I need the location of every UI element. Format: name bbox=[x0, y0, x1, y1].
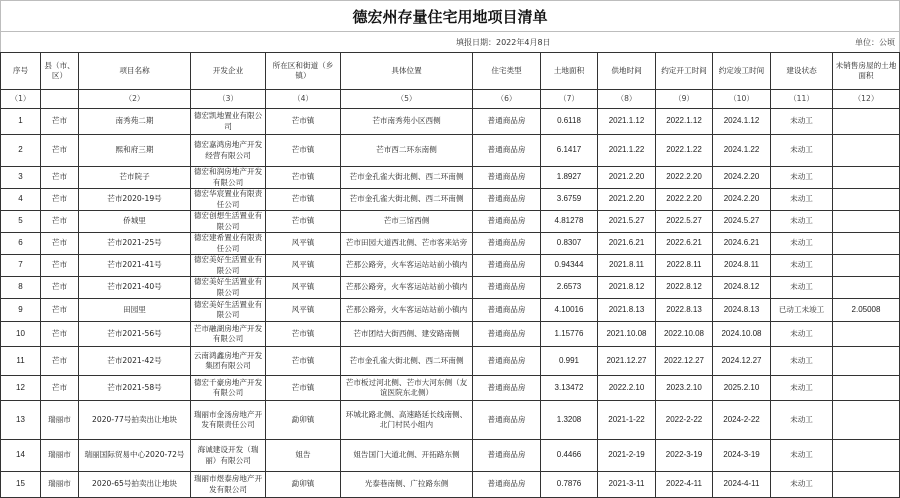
row-number: 12 bbox=[1, 376, 41, 401]
housing-type-cell: 普通商品房 bbox=[473, 376, 541, 401]
index-cell: （9） bbox=[656, 90, 713, 109]
index-cell: （8） bbox=[598, 90, 656, 109]
housing-type-cell: 普通商品房 bbox=[473, 233, 541, 255]
developer-cell: 德宏美好生活置业有限公司 bbox=[191, 299, 266, 322]
county-cell: 芒市 bbox=[41, 211, 79, 233]
index-cell: （12） bbox=[833, 90, 900, 109]
land-area-cell: 3.6759 bbox=[541, 189, 598, 211]
developer-cell: 德宏创想生活置业有限公司 bbox=[191, 211, 266, 233]
supply-date-cell: 2021.12.27 bbox=[598, 347, 656, 376]
housing-type-cell: 普通商品房 bbox=[473, 135, 541, 167]
supply-date-cell: 2021-3-11 bbox=[598, 472, 656, 498]
housing-type-cell: 普通商品房 bbox=[473, 277, 541, 299]
town-cell: 勐卯镇 bbox=[266, 472, 341, 498]
town-cell: 芒市镇 bbox=[266, 135, 341, 167]
supply-date-cell: 2021.5.27 bbox=[598, 211, 656, 233]
location-cell: 芒市南秀苑小区西侧 bbox=[341, 109, 473, 135]
table-row bbox=[1, 233, 900, 255]
row-number: 2 bbox=[1, 135, 41, 167]
supply-date-cell: 2021.8.12 bbox=[598, 277, 656, 299]
supply-date-cell: 2021.8.11 bbox=[598, 255, 656, 277]
unsold-area-cell bbox=[833, 322, 900, 347]
developer-cell: 瑞丽市金汤房地产开发有限责任公司 bbox=[191, 401, 266, 440]
developer-cell: 德宏华宸置业有限责任公司 bbox=[191, 189, 266, 211]
housing-type-cell: 普通商品房 bbox=[473, 167, 541, 189]
header-cell-no: 序号 bbox=[1, 53, 41, 90]
unsold-area-cell bbox=[833, 167, 900, 189]
table-row bbox=[1, 109, 900, 135]
start-date-cell: 2022.1.12 bbox=[656, 109, 713, 135]
town-cell: 姐告 bbox=[266, 440, 341, 472]
project-name-cell: 芒市2020-19号 bbox=[79, 189, 191, 211]
supply-date-cell: 2021.6.21 bbox=[598, 233, 656, 255]
unsold-area-cell bbox=[833, 347, 900, 376]
county-cell: 瑞丽市 bbox=[41, 440, 79, 472]
start-date-cell: 2022-3-19 bbox=[656, 440, 713, 472]
town-cell: 勐卯镇 bbox=[266, 401, 341, 440]
housing-type-cell: 普通商品房 bbox=[473, 299, 541, 322]
index-cell bbox=[41, 90, 79, 109]
location-cell: 姐告国门大道北侧、开拓路东侧 bbox=[341, 440, 473, 472]
developer-cell: 德宏和润房地产开发有限公司 bbox=[191, 167, 266, 189]
land-area-cell: 4.81278 bbox=[541, 211, 598, 233]
location-cell: 环城北路北侧、高速路延长线南侧、北门村民小组内 bbox=[341, 401, 473, 440]
unsold-area-cell bbox=[833, 472, 900, 498]
location-cell: 芒那公路旁，火车客运站站前小镇内 bbox=[341, 299, 473, 322]
index-row bbox=[1, 90, 900, 109]
supply-date-cell: 2021.2.20 bbox=[598, 189, 656, 211]
supply-date-cell: 2021-2-19 bbox=[598, 440, 656, 472]
unsold-area-cell bbox=[833, 376, 900, 401]
start-date-cell: 2023.2.10 bbox=[656, 376, 713, 401]
town-cell: 芒市镇 bbox=[266, 347, 341, 376]
town-cell: 风平镇 bbox=[266, 233, 341, 255]
start-date-cell: 2022.8.13 bbox=[656, 299, 713, 322]
start-date-cell: 2022.8.11 bbox=[656, 255, 713, 277]
index-cell: （1） bbox=[1, 90, 41, 109]
fill-date: 填报日期：2022年4月8日 bbox=[456, 38, 551, 47]
finish-date-cell: 2024.1.22 bbox=[713, 135, 771, 167]
row-number: 6 bbox=[1, 233, 41, 255]
header-cell-type: 住宅类型 bbox=[473, 53, 541, 90]
table-row bbox=[1, 440, 900, 472]
location-cell: 芒市三馆西侧 bbox=[341, 211, 473, 233]
start-date-cell: 2022.2.20 bbox=[656, 189, 713, 211]
start-date-cell: 2022.1.22 bbox=[656, 135, 713, 167]
project-name-cell: 芒市2021-58号 bbox=[79, 376, 191, 401]
town-cell: 风平镇 bbox=[266, 277, 341, 299]
town-cell: 芒市镇 bbox=[266, 322, 341, 347]
county-cell: 瑞丽市 bbox=[41, 472, 79, 498]
town-cell: 风平镇 bbox=[266, 299, 341, 322]
table-row bbox=[1, 135, 900, 167]
unsold-area-cell bbox=[833, 189, 900, 211]
county-cell: 芒市 bbox=[41, 322, 79, 347]
row-number: 4 bbox=[1, 189, 41, 211]
finish-date-cell: 2025.2.10 bbox=[713, 376, 771, 401]
finish-date-cell: 2024.8.13 bbox=[713, 299, 771, 322]
start-date-cell: 2022.2.20 bbox=[656, 167, 713, 189]
location-cell: 芒市金孔雀大街北侧、西二环南侧 bbox=[341, 189, 473, 211]
location-cell: 芒市金孔雀大街北侧、西二环南侧 bbox=[341, 347, 473, 376]
unsold-area-cell bbox=[833, 277, 900, 299]
location-cell: 芒那公路旁，火车客运站站前小镇内 bbox=[341, 277, 473, 299]
start-date-cell: 2022-4-11 bbox=[656, 472, 713, 498]
row-number: 13 bbox=[1, 401, 41, 440]
status-cell: 未动工 bbox=[771, 109, 833, 135]
land-area-cell: 0.991 bbox=[541, 347, 598, 376]
location-cell: 芒市金孔雀大街北侧、西二环南侧 bbox=[341, 167, 473, 189]
project-name-cell: 田园里 bbox=[79, 299, 191, 322]
status-cell: 未动工 bbox=[771, 167, 833, 189]
table-row bbox=[1, 347, 900, 376]
location-cell: 芒市团结大街西侧、建安路南侧 bbox=[341, 322, 473, 347]
county-cell: 芒市 bbox=[41, 189, 79, 211]
land-area-cell: 0.94344 bbox=[541, 255, 598, 277]
row-number: 9 bbox=[1, 299, 41, 322]
land-area-cell: 1.8927 bbox=[541, 167, 598, 189]
developer-cell: 海诚建设开发（瑞丽）有限公司 bbox=[191, 440, 266, 472]
index-cell: （7） bbox=[541, 90, 598, 109]
row-number: 5 bbox=[1, 211, 41, 233]
project-name-cell: 2020-65号拍卖出让地块 bbox=[79, 472, 191, 498]
table-row bbox=[1, 277, 900, 299]
housing-type-cell: 普通商品房 bbox=[473, 109, 541, 135]
header-cell-supply-date: 供地时间 bbox=[598, 53, 656, 90]
land-area-cell: 2.6573 bbox=[541, 277, 598, 299]
developer-cell: 德宏凯地置业有限公司 bbox=[191, 109, 266, 135]
row-number: 14 bbox=[1, 440, 41, 472]
header-cell-location: 具体位置 bbox=[341, 53, 473, 90]
document-title: 德宏州存量住宅用地项目清单 bbox=[0, 0, 900, 32]
project-name-cell: 芒市2021-42号 bbox=[79, 347, 191, 376]
supply-date-cell: 2021.1.22 bbox=[598, 135, 656, 167]
header-cell-project: 项目名称 bbox=[79, 53, 191, 90]
status-cell: 未动工 bbox=[771, 189, 833, 211]
row-number: 11 bbox=[1, 347, 41, 376]
supply-date-cell: 2021.10.08 bbox=[598, 322, 656, 347]
county-cell: 芒市 bbox=[41, 376, 79, 401]
project-name-cell: 南秀苑二期 bbox=[79, 109, 191, 135]
unsold-area-cell bbox=[833, 109, 900, 135]
housing-type-cell: 普通商品房 bbox=[473, 255, 541, 277]
land-area-cell: 1.3208 bbox=[541, 401, 598, 440]
status-cell: 未动工 bbox=[771, 401, 833, 440]
status-cell: 已动工未竣工 bbox=[771, 299, 833, 322]
status-cell: 未动工 bbox=[771, 233, 833, 255]
county-cell: 芒市 bbox=[41, 167, 79, 189]
housing-type-cell: 普通商品房 bbox=[473, 401, 541, 440]
unsold-area-cell: 2.05008 bbox=[833, 299, 900, 322]
developer-cell: 德宏建希置业有限责任公司 bbox=[191, 233, 266, 255]
finish-date-cell: 2024.10.08 bbox=[713, 322, 771, 347]
developer-cell: 德宏千豪房地产开发有限公司 bbox=[191, 376, 266, 401]
land-area-cell: 0.8307 bbox=[541, 233, 598, 255]
county-cell: 芒市 bbox=[41, 347, 79, 376]
housing-type-cell: 普通商品房 bbox=[473, 472, 541, 498]
unsold-area-cell bbox=[833, 211, 900, 233]
project-name-cell: 熙和府三期 bbox=[79, 135, 191, 167]
town-cell: 芒市镇 bbox=[266, 211, 341, 233]
project-name-cell: 2020-77号拍卖出让地块 bbox=[79, 401, 191, 440]
finish-date-cell: 2024-2-22 bbox=[713, 401, 771, 440]
start-date-cell: 2022-2-22 bbox=[656, 401, 713, 440]
unsold-area-cell bbox=[833, 135, 900, 167]
project-name-cell: 瑞丽国际贸易中心2020-72号 bbox=[79, 440, 191, 472]
index-cell: （3） bbox=[191, 90, 266, 109]
index-cell: （4） bbox=[266, 90, 341, 109]
unit-label: 单位：公顷 bbox=[855, 38, 895, 47]
row-number: 3 bbox=[1, 167, 41, 189]
developer-cell: 德宏美好生活置业有限公司 bbox=[191, 255, 266, 277]
town-cell: 风平镇 bbox=[266, 255, 341, 277]
header-cell-developer: 开发企业 bbox=[191, 53, 266, 90]
start-date-cell: 2022.8.12 bbox=[656, 277, 713, 299]
finish-date-cell: 2024-4-11 bbox=[713, 472, 771, 498]
table-row bbox=[1, 167, 900, 189]
project-name-cell: 侨城里 bbox=[79, 211, 191, 233]
unsold-area-cell bbox=[833, 255, 900, 277]
town-cell: 芒市镇 bbox=[266, 109, 341, 135]
project-name-cell: 芒市2021-56号 bbox=[79, 322, 191, 347]
status-cell: 未动工 bbox=[771, 135, 833, 167]
table-row bbox=[1, 472, 900, 498]
land-area-cell: 4.10016 bbox=[541, 299, 598, 322]
land-area-cell: 1.15776 bbox=[541, 322, 598, 347]
land-area-cell: 0.7876 bbox=[541, 472, 598, 498]
developer-cell: 瑞丽市煜泰房地产开发有限公司 bbox=[191, 472, 266, 498]
location-cell: 芒市板过河北侧、芒市大河东侧（友谊医院东北侧） bbox=[341, 376, 473, 401]
table-row bbox=[1, 255, 900, 277]
table-row bbox=[1, 189, 900, 211]
row-number: 10 bbox=[1, 322, 41, 347]
meta-row bbox=[0, 31, 900, 52]
header-cell-town: 所在区和街道（乡镇） bbox=[266, 53, 341, 90]
town-cell: 芒市镇 bbox=[266, 376, 341, 401]
finish-date-cell: 2024.6.21 bbox=[713, 233, 771, 255]
supply-date-cell: 2021.1.12 bbox=[598, 109, 656, 135]
housing-type-cell: 普通商品房 bbox=[473, 189, 541, 211]
status-cell: 未动工 bbox=[771, 211, 833, 233]
unsold-area-cell bbox=[833, 440, 900, 472]
table-row bbox=[1, 376, 900, 401]
table-body bbox=[1, 109, 900, 498]
status-cell: 未动工 bbox=[771, 376, 833, 401]
county-cell: 瑞丽市 bbox=[41, 401, 79, 440]
county-cell: 芒市 bbox=[41, 109, 79, 135]
project-name-cell: 芒市2021-41号 bbox=[79, 255, 191, 277]
start-date-cell: 2022.6.21 bbox=[656, 233, 713, 255]
start-date-cell: 2022.12.27 bbox=[656, 347, 713, 376]
project-name-cell: 芒市院子 bbox=[79, 167, 191, 189]
location-cell: 芒市西二环东南侧 bbox=[341, 135, 473, 167]
index-cell: （10） bbox=[713, 90, 771, 109]
status-cell: 未动工 bbox=[771, 472, 833, 498]
county-cell: 芒市 bbox=[41, 255, 79, 277]
header-row bbox=[1, 53, 900, 90]
header-cell-finish-date: 约定竣工时间 bbox=[713, 53, 771, 90]
header-cell-start-date: 约定开工时间 bbox=[656, 53, 713, 90]
land-area-cell: 3.13472 bbox=[541, 376, 598, 401]
finish-date-cell: 2024.2.20 bbox=[713, 167, 771, 189]
table-row bbox=[1, 211, 900, 233]
supply-date-cell: 2021-1-22 bbox=[598, 401, 656, 440]
housing-type-cell: 普通商品房 bbox=[473, 440, 541, 472]
header-cell-status: 建设状态 bbox=[771, 53, 833, 90]
finish-date-cell: 2024.12.27 bbox=[713, 347, 771, 376]
land-projects-table bbox=[0, 52, 900, 498]
header-cell-unsold-area: 未销售房屋的土地面积 bbox=[833, 53, 900, 90]
developer-cell: 云南鸿鑫房地产开发集团有限公司 bbox=[191, 347, 266, 376]
developer-cell: 德宏嘉鸿房地产开发经营有限公司 bbox=[191, 135, 266, 167]
index-cell: （6） bbox=[473, 90, 541, 109]
county-cell: 芒市 bbox=[41, 277, 79, 299]
housing-type-cell: 普通商品房 bbox=[473, 322, 541, 347]
county-cell: 芒市 bbox=[41, 299, 79, 322]
row-number: 15 bbox=[1, 472, 41, 498]
housing-type-cell: 普通商品房 bbox=[473, 347, 541, 376]
table-row bbox=[1, 401, 900, 440]
finish-date-cell: 2024.8.12 bbox=[713, 277, 771, 299]
project-name-cell: 芒市2021-40号 bbox=[79, 277, 191, 299]
location-cell: 芒那公路旁，火车客运站站前小镇内 bbox=[341, 255, 473, 277]
location-cell: 光泰巷南侧、广拉路东侧 bbox=[341, 472, 473, 498]
finish-date-cell: 2024.2.20 bbox=[713, 189, 771, 211]
housing-type-cell: 普通商品房 bbox=[473, 211, 541, 233]
table-row bbox=[1, 299, 900, 322]
row-number: 8 bbox=[1, 277, 41, 299]
land-area-cell: 0.6118 bbox=[541, 109, 598, 135]
developer-cell: 芒市融湖房地产开发有限公司 bbox=[191, 322, 266, 347]
status-cell: 未动工 bbox=[771, 347, 833, 376]
header-cell-area: 土地面积 bbox=[541, 53, 598, 90]
index-cell: （11） bbox=[771, 90, 833, 109]
status-cell: 未动工 bbox=[771, 277, 833, 299]
start-date-cell: 2022.5.27 bbox=[656, 211, 713, 233]
land-area-cell: 0.4466 bbox=[541, 440, 598, 472]
finish-date-cell: 2024.8.11 bbox=[713, 255, 771, 277]
land-area-cell: 6.1417 bbox=[541, 135, 598, 167]
status-cell: 未动工 bbox=[771, 440, 833, 472]
start-date-cell: 2022.10.08 bbox=[656, 322, 713, 347]
status-cell: 未动工 bbox=[771, 255, 833, 277]
index-cell: （2） bbox=[79, 90, 191, 109]
supply-date-cell: 2021.2.20 bbox=[598, 167, 656, 189]
finish-date-cell: 2024.1.12 bbox=[713, 109, 771, 135]
unsold-area-cell bbox=[833, 401, 900, 440]
finish-date-cell: 2024.5.27 bbox=[713, 211, 771, 233]
supply-date-cell: 2021.8.13 bbox=[598, 299, 656, 322]
town-cell: 芒市镇 bbox=[266, 167, 341, 189]
town-cell: 芒市镇 bbox=[266, 189, 341, 211]
unsold-area-cell bbox=[833, 233, 900, 255]
finish-date-cell: 2024-3-19 bbox=[713, 440, 771, 472]
header-cell-county: 县（市、区） bbox=[41, 53, 79, 90]
table-row bbox=[1, 322, 900, 347]
project-name-cell: 芒市2021-25号 bbox=[79, 233, 191, 255]
county-cell: 芒市 bbox=[41, 233, 79, 255]
location-cell: 芒市田园大道西北侧、芒市客来站旁 bbox=[341, 233, 473, 255]
developer-cell: 德宏美好生活置业有限公司 bbox=[191, 277, 266, 299]
county-cell: 芒市 bbox=[41, 135, 79, 167]
row-number: 7 bbox=[1, 255, 41, 277]
supply-date-cell: 2022.2.10 bbox=[598, 376, 656, 401]
row-number: 1 bbox=[1, 109, 41, 135]
status-cell: 未动工 bbox=[771, 322, 833, 347]
index-cell: （5） bbox=[341, 90, 473, 109]
